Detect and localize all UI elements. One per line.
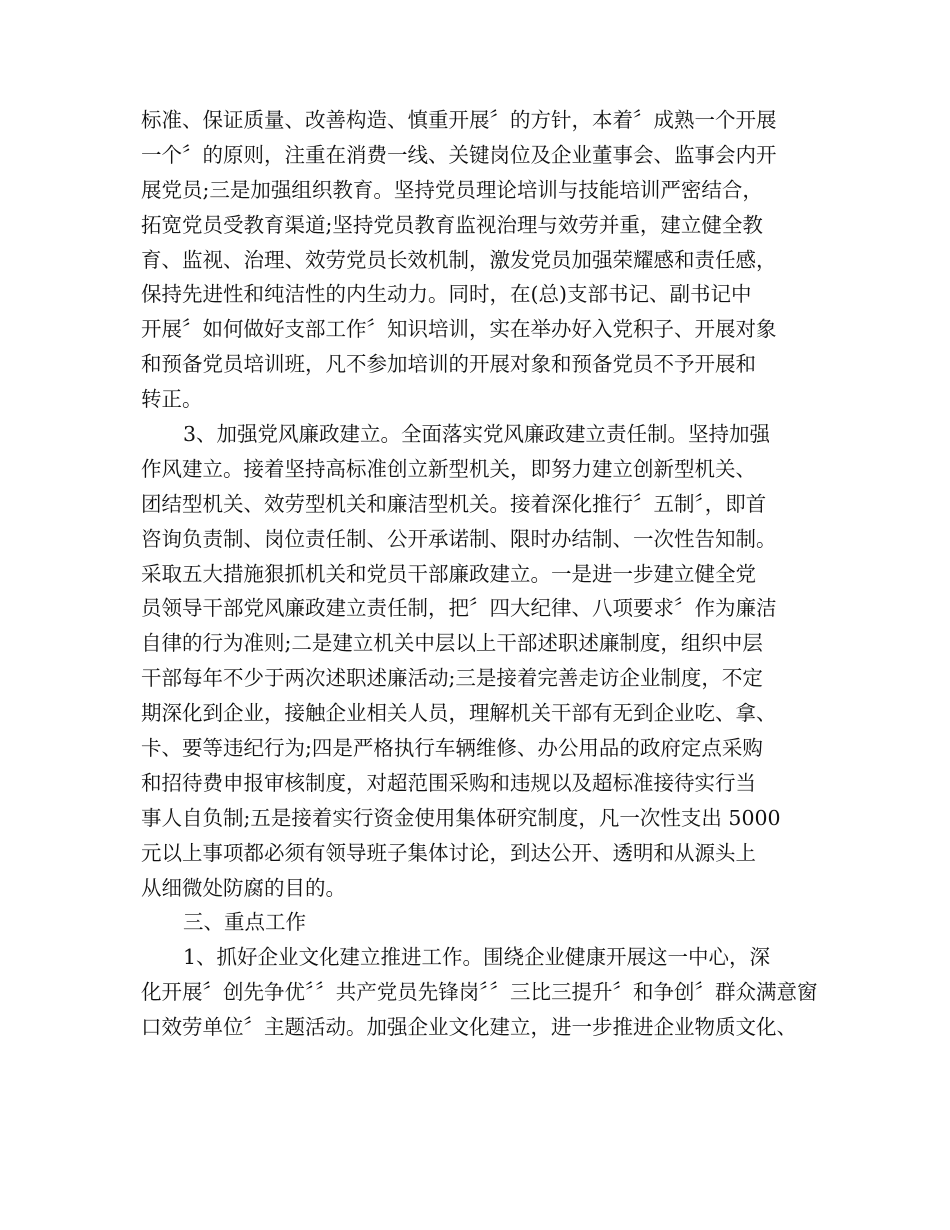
text-line: 团结型机关、效劳型机关和廉洁型机关。接着深化推行〞五制〞，即首 xyxy=(141,491,767,516)
text-line: 干部每年不少于两次述职述廉活动;三是接着完善走访企业制度，不定 xyxy=(141,666,763,691)
text-line: 咨询负责制、岗位责任制、公开承诺制、限时办结制、一次性告知制。 xyxy=(141,526,777,551)
document-body xyxy=(141,103,821,1045)
text-line: 期深化到企业，接触企业相关人员，理解机关干部有无到企业吃、拿、 xyxy=(141,701,777,726)
text-line: 和预备党员培训班，凡不参加培训的开展对象和预备党员不予开展和 xyxy=(141,352,756,377)
text-line: 自律的行为准则;二是建立机关中层以上干部述职述廉制度，组织中层 xyxy=(141,631,763,656)
text-line: 采取五大措施狠抓机关和党员干部廉政建立。一是进一步建立健全党 xyxy=(141,561,756,586)
text-line: 卡、要等违纪行为;四是严格执行车辆维修、办公用品的政府定点采购 xyxy=(141,736,763,761)
text-line: 转正。 xyxy=(141,387,203,412)
text-line: 和招待费申报审核制度，对超范围采购和违规以及超标准接待实行当 xyxy=(141,770,756,795)
text-line: 标准、保证质量、改善构造、慎重开展〞的方针，本着〞成熟一个开展 xyxy=(141,108,777,132)
text-line: 从细微处防腐的目的。 xyxy=(141,875,346,900)
text-line: 拓宽党员受教育渠道;坚持党员教育监视治理与效劳并重，建立健全教 xyxy=(141,212,763,237)
text-line: 元以上事项都必须有领导班子集体讨论，到达公开、透明和从源头上 xyxy=(141,840,756,865)
text-line: 保持先进性和纯洁性的内生动力。同时，在(总)支部书记、副书记中 xyxy=(141,282,752,307)
text-line: 育、监视、治理、效劳党员长效机制，激发党员加强荣耀感和责任感， xyxy=(141,247,777,272)
text-line: 事人自负制;五是接着实行资金使用集体研究制度，凡一次性支出 5000 xyxy=(141,805,781,830)
text-line: 1、抓好企业文化建立推进工作。围绕企业健康开展这一中心，深 xyxy=(183,945,771,970)
text-line: 化开展〞创先争优〞〞共产党员先锋岗〞〞三比三提升〞和争创〞群众满意窗 xyxy=(141,980,818,1005)
text-line: 3、加强党风廉政建立。全面落实党风廉政建立责任制。坚持加强 xyxy=(183,422,771,447)
text-line: 开展〞如何做好支部工作〞知识培训，实在举办好入党积子、开展对象 xyxy=(141,317,777,342)
text-line: 三、重点工作 xyxy=(183,910,306,935)
text-line: 员领导干部党风廉政建立责任制，把〞四大纪律、八项要求〞作为廉洁 xyxy=(141,596,777,621)
text-line: 一个〞的原则，注重在消费一线、关键岗位及企业董事会、监事会内开 xyxy=(141,142,777,167)
text-line: 展党员;三是加强组织教育。坚持党员理论培训与技能培训严密结合， xyxy=(141,177,763,202)
text-line: 口效劳单位〞主题活动。加强企业文化建立，进一步推进企业物质文化、 xyxy=(141,1015,797,1040)
text-line: 作风建立。接着坚持高标准创立新型机关，即努力建立创新型机关、 xyxy=(141,456,756,481)
